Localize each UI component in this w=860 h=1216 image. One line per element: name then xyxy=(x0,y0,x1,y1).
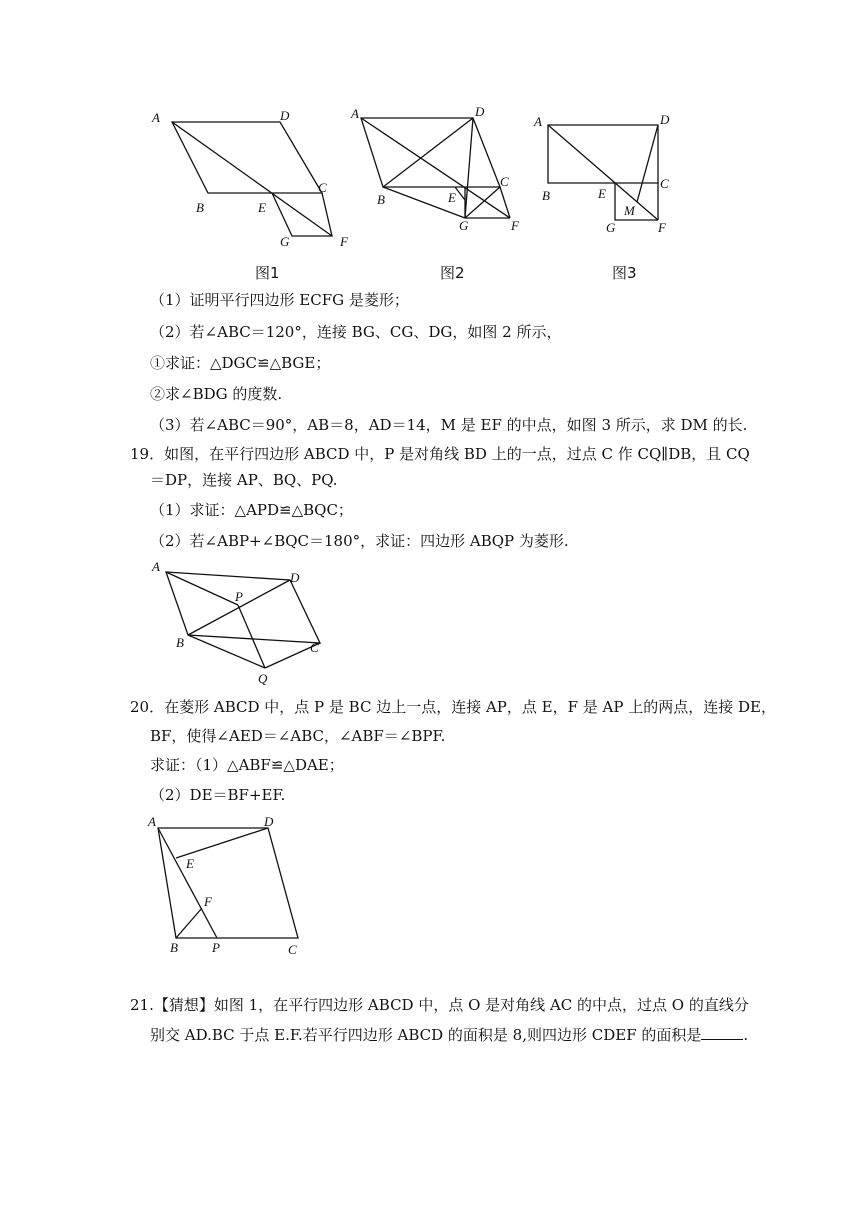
q21-stem-line2 xyxy=(150,1025,748,1045)
label-m: M xyxy=(624,203,635,218)
label-g: G xyxy=(606,220,616,235)
label-d: D xyxy=(280,108,290,123)
label-c: C xyxy=(660,176,669,191)
label-f: F xyxy=(340,234,348,249)
label-a: A xyxy=(148,814,156,829)
figure-2-caption: 图2 xyxy=(440,264,465,282)
q19-part2: （2）若∠ABP+∠BQC＝180°，求证：四边形 ABQP 为菱形. xyxy=(150,532,569,550)
label-d: D xyxy=(290,570,300,585)
label-b: B xyxy=(170,940,178,955)
q21-stem-line2-text: 别交 AD.BC 于点 E.F.若平行四边形 ABCD 的面积是 8,则四边形 CDEF 的面积是 xyxy=(150,1026,702,1044)
figure-1-caption: 图1 xyxy=(255,264,280,282)
figure-q19 xyxy=(140,555,340,690)
figure-2 xyxy=(345,100,535,240)
label-e: E xyxy=(598,186,606,201)
q20-part1: 求证：（1）△ABF≌△DAE； xyxy=(150,756,344,774)
label-b: B xyxy=(196,200,204,215)
label-d: D xyxy=(660,112,670,127)
label-e: E xyxy=(258,200,266,215)
figure-1 xyxy=(140,100,370,260)
label-a: A xyxy=(351,106,359,121)
q21-stem-line1: 21.【猜想】如图 1，在平行四边形 ABCD 中，点 O 是对角线 AC 的中点，过点 O 的直线分 xyxy=(130,996,749,1014)
label-d: D xyxy=(475,104,485,119)
q21-stem-line2-end: . xyxy=(743,1026,749,1044)
label-a: A xyxy=(534,114,542,129)
label-g: G xyxy=(459,218,469,233)
label-q: Q xyxy=(258,671,268,686)
q19-stem-line1: 19．如图，在平行四边形 ABCD 中，P 是对角线 BD 上的一点，过点 C 作 CQ∥DB，且 CQ xyxy=(130,445,750,463)
q18-part3: （3）若∠ABC＝90°，AB＝8，AD＝14，M 是 EF 的中点，如图 3 所示，求 DM 的长. xyxy=(150,416,748,434)
label-b: B xyxy=(377,192,385,207)
answer-blank[interactable] xyxy=(701,1025,743,1040)
label-d: D xyxy=(264,814,274,829)
label-f: F xyxy=(658,220,666,235)
label-f: F xyxy=(204,894,212,909)
parallelogram-abcd xyxy=(361,118,500,187)
figure-3 xyxy=(530,100,700,240)
label-c: C xyxy=(500,174,509,189)
q18-part2b: ②求∠BDG 的度数. xyxy=(150,385,283,403)
label-f: F xyxy=(511,218,519,233)
q19-part1: （1）求证：△APD≌△BQC； xyxy=(150,501,353,519)
figure-q20 xyxy=(140,808,320,958)
label-a: A xyxy=(152,559,160,574)
label-e: E xyxy=(186,856,194,871)
label-c: C xyxy=(310,640,319,655)
label-b: B xyxy=(176,635,184,650)
label-g: G xyxy=(280,234,290,249)
label-b: B xyxy=(542,188,550,203)
label-p: P xyxy=(235,589,243,604)
label-e: E xyxy=(448,190,456,205)
q18-part2a: ①求证：△DGC≌△BGE； xyxy=(150,354,331,372)
q18-part1: （1）证明平行四边形 ECFG 是菱形； xyxy=(150,291,409,309)
label-c: C xyxy=(288,942,297,957)
rectangle-abcd xyxy=(548,125,658,183)
diagonal-ac xyxy=(172,122,332,236)
rhombus-abcd xyxy=(158,828,298,938)
label-c: C xyxy=(318,180,327,195)
parallelogram-abcd xyxy=(172,122,322,193)
q19-stem-line2: ＝DP，连接 AP、BQ、PQ. xyxy=(150,471,338,489)
label-p: P xyxy=(212,940,220,955)
q18-part2: （2）若∠ABC＝120°，连接 BG、CG、DG，如图 2 所示， xyxy=(150,323,562,341)
q20-stem-line2: BF，使得∠AED＝∠ABC，∠ABF＝∠BPF. xyxy=(150,727,446,745)
q20-part2: （2）DE＝BF+EF. xyxy=(150,786,286,804)
q20-stem-line1: 20．在菱形 ABCD 中，点 P 是 BC 边上一点，连接 AP，点 E，F 是 AP 上的两点，连接 DE， xyxy=(130,698,776,716)
label-a: A xyxy=(152,110,160,125)
figure-3-caption: 图3 xyxy=(612,264,637,282)
